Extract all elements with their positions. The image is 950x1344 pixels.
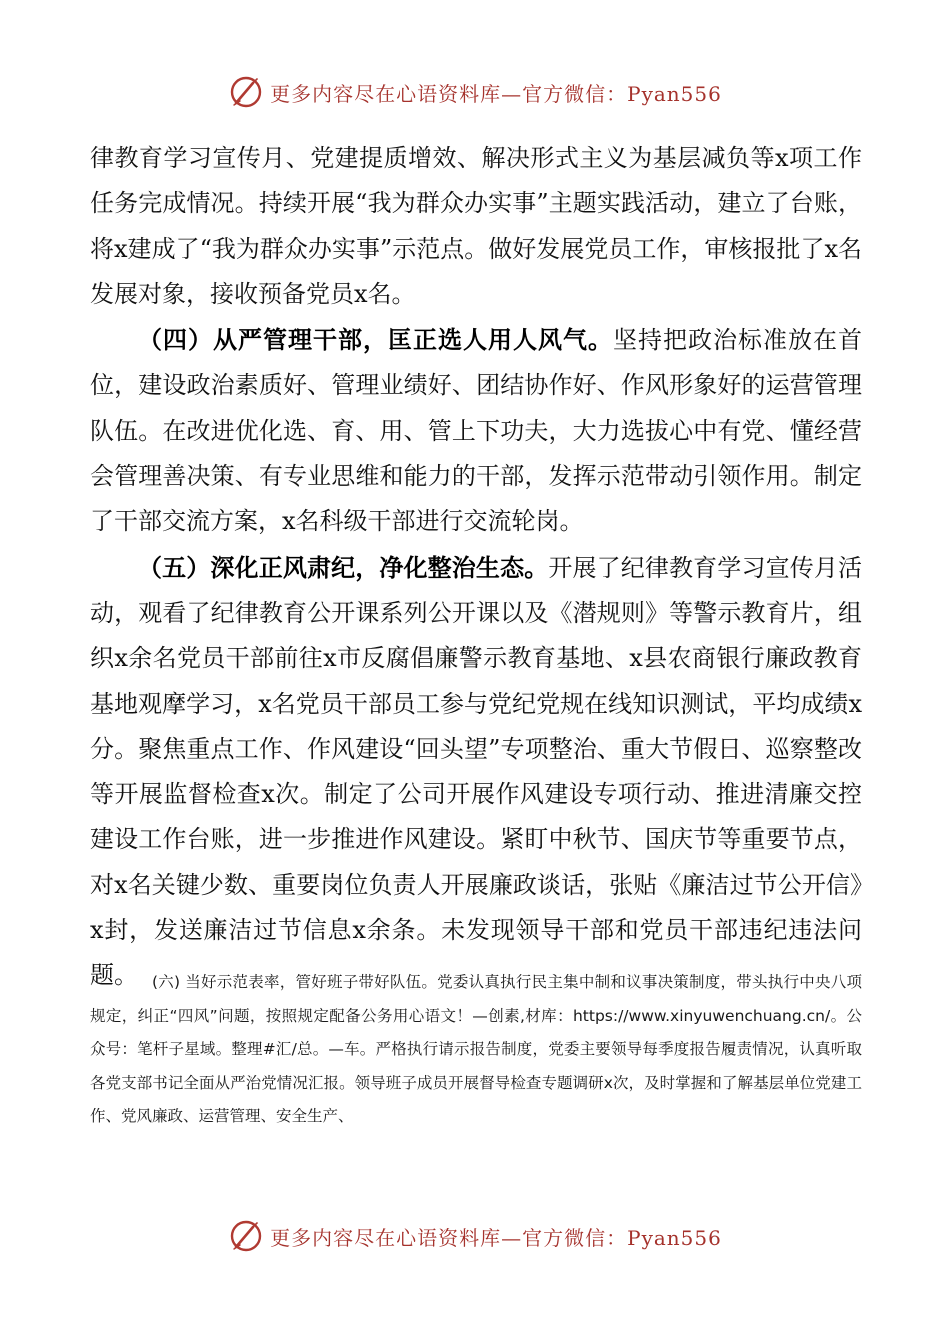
section-4-body: 坚持把政治标准放在首位，建设政治素质好、管理业绩好、团结协作好、作风形象好的运营管理队伍。在改进优化选、育、用、管上下功夫，大力选拔心中有党、懂经营会管理善决策、有专业思维和能力的干部，发挥示范带动引领作用。制定了干部交流方案，x名科级干部进行交流轮岗。 — [90, 326, 862, 536]
section-4-heading: （四）从严管理干部，匡正选人用人风气。 — [138, 325, 613, 355]
footer-banner[interactable] — [0, 1216, 950, 1256]
main-body — [90, 136, 862, 999]
section-5-paragraph — [90, 545, 862, 999]
section-6-paragraph: (六) 当好示范表率，管好班子带好队伍。党委认真执行民主集中制和议事决策制度，带头执行中央八项规定，纠正“四风”问题，按照规定配备公务用心语文！—创素,材库：https://www.xinyuwenchuang.cn/。公众号：笔杆子星域。整理#汇/总。—车。严格执行请示报告制度，党委主要领导每季度报告履责情况，认真听取各党支部书记全面从严治党情况汇报。领导班子成员开展督导检查专题调研x次，及时掌握和了解基层单位党建工作、党风廉政、运营管理、安全生产、 — [90, 973, 862, 1126]
section-5-heading: （五）深化正风肃纪，净化整治生态。 — [138, 552, 549, 582]
header-banner-text: 更多内容尽在心语资料库—官方微信：Pyan556 — [270, 81, 722, 106]
pen-logo-icon — [228, 74, 264, 110]
pen-logo-icon — [228, 1218, 264, 1254]
section-4-paragraph — [90, 317, 862, 544]
header-banner[interactable] — [0, 72, 950, 112]
paragraph-continuation: 律教育学习宣传月、党建提质增效、解决形式主义为基层减负等x项工作任务完成情况。持续开展“我为群众办实事”主题实践活动，建立了台账，将x建成了“我为群众办实事”示范点。做好发展党员工作，审核报批了x名发展对象，接收预备党员x名。 — [90, 144, 862, 308]
footer-banner-text: 更多内容尽在心语资料库—官方微信：Pyan556 — [270, 1225, 722, 1250]
section-5-body: 开展了纪律教育学习宣传月活动，观看了纪律教育公开课系列公开课以及《潜规则》等警示教育片，组织x余名党员干部前往x市反腐倡廉警示教育基地、x县农商银行廉政教育基地观摩学习，x名党员干部员工参与党纪党规在线知识测试，平均成绩x分。聚焦重点工作、作风建设“回头望”专项整治、重大节假日、巡察整改等开展监督检查x次。制定了公司开展作风建设专项行动、推进清廉交控建设工作台账，进一步推进作风建设。紧盯中秋节、国庆节等重要节点，对x名关键少数、重要岗位负责人开展廉政谈话，张贴《廉洁过节公开信》x封，发送廉洁过节信息x余条。未发现领导干部和党员干部违纪违法问题。 — [90, 553, 862, 990]
